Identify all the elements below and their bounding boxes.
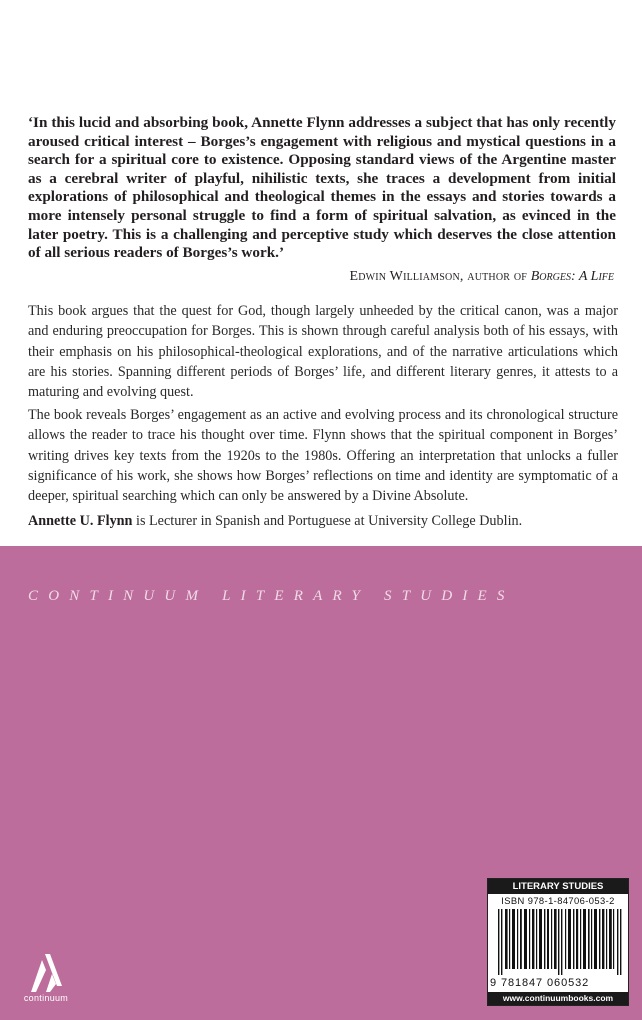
description-paragraph-1: This book argues that the quest for God, though largely unheeded by the critical canon, was a major and enduring preoccupation for Borges. This is shown through careful analysis both of his essays, with their emphasis on his philosophical-theological explorations, and of the narrative articulations which are his stories. Spanning different periods of Borges’ life, and different literary genres, it attests to a maturing and evolving quest. xyxy=(28,303,618,401)
publisher-name: continuum xyxy=(23,993,69,1003)
publisher-website: www.continuumbooks.com xyxy=(488,992,628,1005)
author-bio-text: is Lecturer in Spanish and Portuguese at University College Dublin. xyxy=(132,513,523,529)
author-name: Annette U. Flynn xyxy=(28,513,133,529)
endorsement-quote: ‘In this lucid and absorbing book, Annette Flynn addresses a subject that has only recently aroused critical interest – Borges’s engagement with religious and mystical questions in a search for a spiritual core to existence. Opposing standard views of the Argentine master as a cerebral writer of playful, nihilistic texts, she traces a development from initial explorations of philosophical and theological themes in the essays and stories towards a more intensely personal struggle to find a form of spiritual salvation, as evinced in the later poetry. This is a challenging and perceptive study which deserves the close attention of all serious readers of Borges’s work.’ xyxy=(28,114,616,262)
continuum-logo-icon xyxy=(22,952,68,1012)
attribution-name: Edwin Williamson, author of xyxy=(349,269,531,284)
isbn-text: ISBN 978-1-84706-053-2 xyxy=(501,895,615,906)
author-bio xyxy=(28,513,522,530)
endorsement-attribution xyxy=(349,268,614,285)
barcode-category: LITERARY STUDIES xyxy=(488,879,628,894)
description-paragraph-2: The book reveals Borges’ engagement as an active and evolving process and its chronological structure allows the reader to trace his thought over time. Flynn shows that the spiritual component in Borges’ writing drives key texts from the 1920s to the 1980s. Offering an interpretation that unlocks a fuller significance of his work, she shows how Borges’ reflections on time and identity are symptomatic of a deeper, spiritual searching which can only be answered by a Divine Absolute. xyxy=(28,407,618,505)
barcode-digits: 9 781847 060532 xyxy=(490,977,590,989)
attribution-book-title: Borges: A Life xyxy=(530,269,614,284)
barcode-icon xyxy=(498,909,622,975)
series-name: CONTINUUM LITERARY STUDIES xyxy=(28,588,515,604)
barcode-panel xyxy=(487,878,629,1006)
